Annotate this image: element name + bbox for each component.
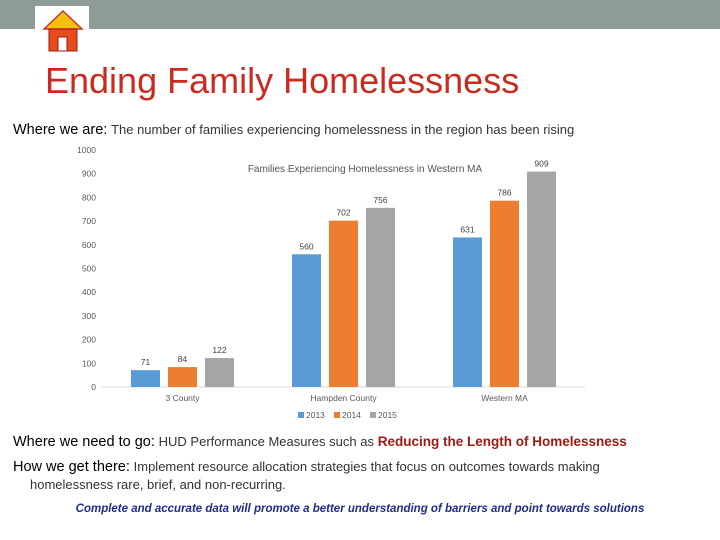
y-tick-label: 700	[81, 216, 96, 227]
footer-note: Complete and accurate data will promote a better understanding of barriers and point towards solutions	[75, 503, 645, 515]
data-label: 631	[460, 224, 475, 235]
legend-label: 2014	[342, 410, 361, 420]
house-icon	[35, 6, 89, 52]
bar	[527, 172, 556, 387]
data-label: 702	[336, 207, 351, 218]
how-text-continued: homelessness rare, brief, and non-recurring.	[30, 477, 286, 492]
intro-text: The number of families experiencing homelessness in the region has been rising	[111, 122, 575, 137]
bar	[366, 208, 395, 387]
legend-swatch	[334, 412, 340, 418]
legend-label: 2015	[378, 410, 397, 420]
category-label: 3 County	[165, 393, 200, 403]
page-title: Ending Family Homelessness	[45, 60, 520, 101]
chart-title: Families Experiencing Homelessness in Western MA	[247, 164, 483, 175]
data-label: 122	[212, 345, 227, 356]
y-tick-label: 900	[81, 168, 96, 179]
bar	[131, 370, 160, 387]
bar	[205, 358, 234, 387]
category-label: Hampden County	[310, 393, 377, 403]
y-tick-label: 100	[81, 358, 96, 369]
y-tick-label: 400	[81, 287, 96, 298]
y-tick-label: 0	[91, 382, 96, 392]
intro-line	[13, 122, 574, 138]
data-label: 84	[177, 354, 188, 365]
data-label: 786	[497, 187, 512, 198]
y-tick-label: 300	[81, 310, 96, 321]
how-line	[13, 459, 600, 475]
bar	[490, 201, 519, 387]
y-tick-label: 1000	[77, 145, 96, 155]
y-tick-label: 200	[81, 334, 96, 345]
legend-swatch	[298, 412, 304, 418]
y-tick-label: 500	[81, 263, 96, 274]
y-tick-label: 800	[81, 192, 96, 203]
bar	[168, 367, 197, 387]
legend-label: 2013	[306, 410, 325, 420]
bar-chart	[0, 142, 720, 428]
top-bar	[0, 0, 720, 29]
y-tick-label: 600	[81, 239, 96, 250]
need-label: Where we need to go:	[13, 434, 155, 450]
how-text: Implement resource allocation strategies that focus on outcomes towards making	[133, 459, 600, 474]
need-text: HUD Performance Measures such as	[158, 434, 374, 449]
category-label: Western MA	[481, 393, 528, 403]
bar	[329, 221, 358, 387]
data-label: 71	[140, 357, 151, 368]
bar	[453, 237, 482, 387]
how-label: How we get there:	[13, 459, 130, 475]
data-label: 756	[373, 194, 388, 205]
need-line	[13, 434, 627, 450]
data-label: 560	[299, 241, 314, 252]
logo	[35, 6, 89, 52]
need-highlight: Reducing the Length of Homelessness	[377, 434, 627, 449]
intro-label: Where we are:	[13, 122, 108, 138]
legend-swatch	[370, 412, 376, 418]
data-label: 909	[534, 158, 549, 169]
bar	[292, 254, 321, 387]
